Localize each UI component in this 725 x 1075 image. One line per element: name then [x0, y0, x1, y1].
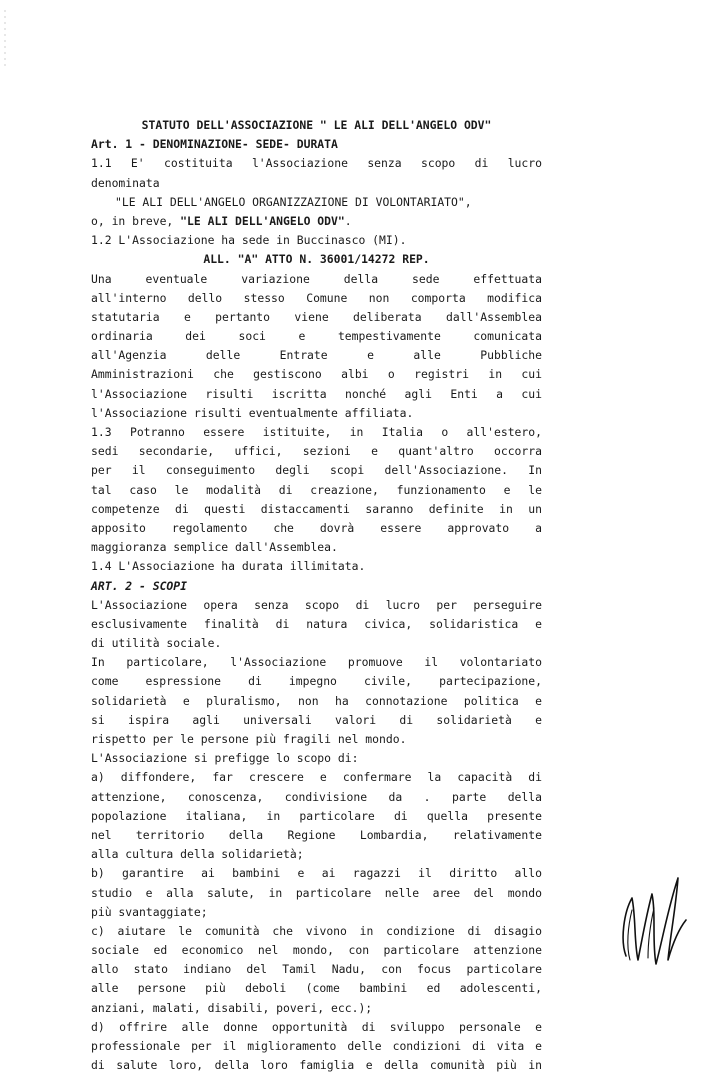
- paragraph-2-line: L'Associazione opera senza scopo di lucro per perseguire: [91, 597, 542, 612]
- association-full-name: "LE ALI DELL'ANGELO ORGANIZZAZIONE DI VOLONTARIATO",: [115, 194, 472, 209]
- paragraph-1-2: 1.2 L'Associazione ha sede in Buccinasco (MI).: [91, 233, 407, 248]
- statute-text: [91, 116, 542, 1075]
- paragraph-1-3-line: per il conseguimento degli scopi dell'Associazione. In: [91, 463, 542, 478]
- purpose-item-c-line: c) aiutare le comunità che vivono in condizione di disagio: [91, 923, 542, 938]
- paragraph-1-2-line: ordinaria dei soci e tempestivamente comunicata: [91, 329, 542, 344]
- purpose-item-c-line: sociale ed economico nel mondo, con particolare attenzione: [91, 943, 542, 958]
- association-short-name-line: [91, 212, 542, 231]
- purpose-item-b-line: studio e alla salute, in particolare nelle aree del mondo: [91, 885, 542, 900]
- purpose-item-a-line: alla cultura della solidarietà;: [91, 847, 304, 862]
- purpose-item-a-line: nel territorio della Regione Lombardia, relativamente: [91, 827, 542, 842]
- purpose-item-a-line: a) diffondere, far crescere e confermare la capacità di: [91, 770, 542, 785]
- signature-icon: [612, 860, 692, 970]
- purpose-item-b-line: b) garantire ai bambini e ai ragazzi il diritto allo: [91, 866, 542, 881]
- paragraph-1-4: 1.4 L'Associazione ha durata illimitata.: [91, 559, 366, 574]
- scan-edge-mark: [2, 10, 8, 70]
- purposes-intro: L'Associazione si prefigge lo scopo di:: [91, 751, 359, 766]
- paragraph-1-2-line: l'Associazione risulti iscritta nonché agli Enti a cui: [91, 386, 542, 401]
- article-1-heading: Art. 1 - DENOMINAZIONE- SEDE- DURATA: [91, 137, 338, 152]
- paragraph-1-1-line: 1.1 E' costituita l'Associazione senza scopo di lucro: [91, 156, 542, 171]
- article-2-heading: ART. 2 - SCOPI: [91, 578, 188, 593]
- purpose-item-b-line: più svantaggiate;: [91, 904, 208, 919]
- purpose-item-d-line: d) offrire alle donne opportunità di sviluppo personale e: [91, 1019, 542, 1034]
- paragraph-1-2-line: l'Associazione risulti eventualmente affiliata.: [91, 405, 414, 420]
- paragraph-2-line: si ispira agli universali valori di solidarietà e: [91, 712, 542, 727]
- short-name-prefix: o, in breve,: [91, 213, 181, 228]
- paragraph-1-3-line: apposito regolamento che dovrà essere approvato a: [91, 520, 542, 535]
- purpose-item-d-line: professionale per il miglioramento delle condizioni di vita e: [91, 1039, 542, 1053]
- purpose-item-c-line: alle persone più deboli (come bambini ed adolescenti,: [91, 981, 542, 996]
- paragraph-1-3-line: maggioranza semplice dall'Assemblea.: [91, 540, 338, 555]
- paragraph-2-line: di utilità sociale.: [91, 636, 222, 651]
- paragraph-1-3-line: tal caso le modalità di creazione, funzionamento e le: [91, 482, 542, 497]
- paragraph-1-2-line: Amministrazioni che gestiscono albi o registri in cui: [91, 367, 542, 382]
- paragraph-1-3-line: 1.3 Potranno essere istituite, in Italia o all'estero,: [91, 425, 542, 439]
- paragraph-1-3-line: competenze di questi distaccamenti saranno definite in un: [91, 501, 542, 516]
- paragraph-2-line: solidarietà e pluralismo, non ha connotazione politica e: [91, 693, 542, 708]
- annex-reference: ALL. "A" ATTO N. 36001/14272 REP.: [203, 252, 430, 267]
- paragraph-1-2-line: statutaria e pertanto viene deliberata dall'Assemblea: [91, 309, 542, 324]
- paragraph-2-line: In particolare, l'Associazione promuove il volontariato: [91, 655, 542, 670]
- short-name: "LE ALI DELL'ANGELO ODV": [180, 213, 345, 228]
- paragraph-1-2-line: all'interno dello stesso Comune non comporta modifica: [91, 290, 542, 305]
- paragraph-2-line: rispetto per le persone più fragili nel mondo.: [91, 732, 407, 746]
- paragraph-1-2-line: Una eventuale variazione della sede effettuata: [91, 271, 542, 286]
- paragraph-2-line: come espressione di impegno civile, partecipazione,: [91, 674, 542, 689]
- purpose-item-d-line: di salute loro, della loro famiglia e della comunità più in: [91, 1058, 542, 1073]
- purpose-item-c-line: allo stato indiano del Tamil Nadu, con focus particolare: [91, 962, 542, 977]
- purpose-item-a-line: popolazione italiana, in particolare di quella presente: [91, 808, 542, 823]
- paragraph-1-3-line: sedi secondarie, uffici, sezioni e quant'altro occorra: [91, 444, 542, 459]
- paragraph-1-1-line: denominata: [91, 175, 160, 190]
- document-title: STATUTO DELL'ASSOCIAZIONE " LE ALI DELL'ANGELO ODV": [141, 118, 492, 132]
- short-name-suffix: .: [344, 213, 352, 228]
- paragraph-1-2-line: all'Agenzia delle Entrate e alle Pubbliche: [91, 348, 542, 363]
- paragraph-2-line: esclusivamente finalità di natura civica, solidaristica e: [91, 616, 542, 631]
- purpose-item-c-line: anziani, malati, disabili, poveri, ecc.);: [91, 1000, 373, 1015]
- purpose-item-a-line: attenzione, conoscenza, condivisione da . parte della: [91, 789, 542, 804]
